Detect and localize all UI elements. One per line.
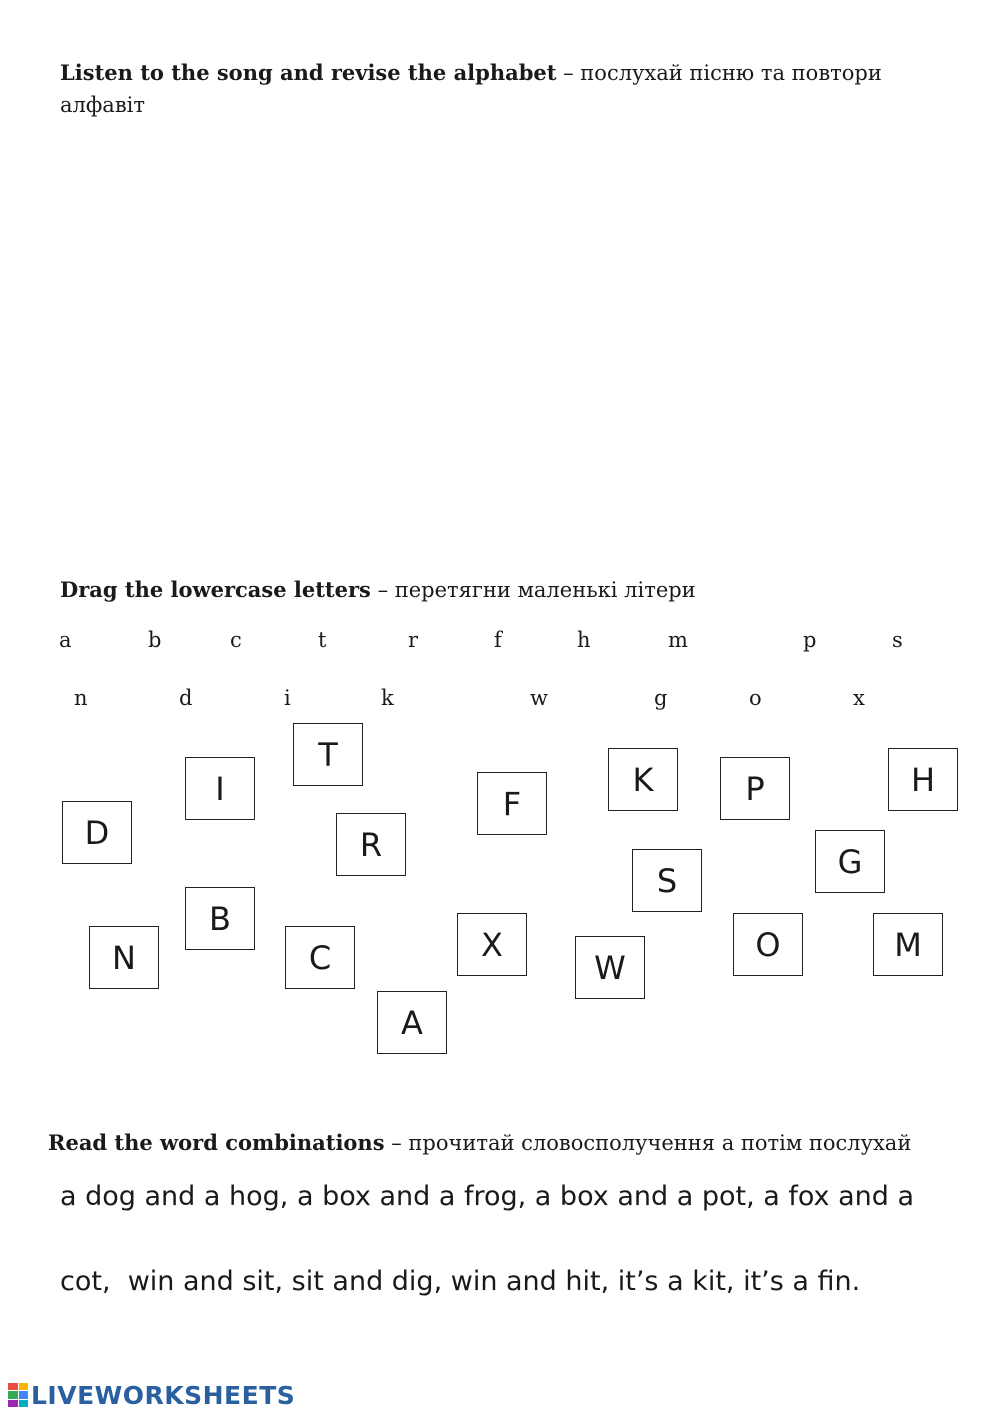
lowercase-letter[interactable]: b bbox=[148, 628, 162, 652]
lowercase-letter[interactable]: k bbox=[381, 686, 394, 710]
lowercase-letter[interactable]: x bbox=[853, 686, 865, 710]
uppercase-drop-box[interactable]: A bbox=[377, 991, 447, 1054]
uppercase-drop-box[interactable]: M bbox=[873, 913, 943, 976]
instruction-drag bbox=[60, 574, 960, 606]
reading-line-2: cot, win and sit, sit and dig, win and hit, it’s a kit, it’s a fin. bbox=[60, 1266, 861, 1297]
instruction-drag-bold: Drag the lowercase letters bbox=[60, 577, 371, 602]
uppercase-drop-box[interactable]: D bbox=[62, 801, 132, 864]
instruction-read-rest: – прочитай словосполучення а потім послухай bbox=[384, 1131, 912, 1155]
footer-brand-text: LIVEWORKSHEETS bbox=[31, 1380, 296, 1410]
uppercase-drop-box[interactable]: P bbox=[720, 757, 790, 820]
lowercase-letter[interactable]: m bbox=[668, 628, 688, 652]
uppercase-drop-box[interactable]: C bbox=[285, 926, 355, 989]
liveworksheets-logo-icon bbox=[8, 1383, 28, 1407]
uppercase-drop-box[interactable]: X bbox=[457, 913, 527, 976]
lowercase-letter[interactable]: s bbox=[892, 628, 903, 652]
uppercase-drop-box[interactable]: W bbox=[575, 936, 645, 999]
lowercase-letter[interactable]: o bbox=[749, 686, 762, 710]
instruction-read-bold: Read the word combinations bbox=[48, 1130, 385, 1155]
reading-line-1: a dog and a hog, a box and a frog, a box and a pot, a fox and a bbox=[60, 1181, 915, 1212]
footer-brand[interactable] bbox=[8, 1381, 295, 1409]
uppercase-drop-box[interactable]: K bbox=[608, 748, 678, 811]
uppercase-drop-box[interactable]: O bbox=[733, 913, 803, 976]
uppercase-drop-box[interactable]: G bbox=[815, 830, 885, 893]
uppercase-drop-box[interactable]: N bbox=[89, 926, 159, 989]
uppercase-drop-box[interactable]: I bbox=[185, 757, 255, 820]
uppercase-drop-box[interactable]: S bbox=[632, 849, 702, 912]
instruction-listen bbox=[60, 57, 960, 121]
lowercase-letter[interactable]: h bbox=[577, 628, 591, 652]
lowercase-letter[interactable]: g bbox=[654, 686, 668, 710]
lowercase-letter[interactable]: w bbox=[530, 686, 548, 710]
lowercase-letter[interactable]: i bbox=[284, 686, 291, 710]
lowercase-letter[interactable]: f bbox=[494, 628, 502, 652]
lowercase-letter[interactable]: t bbox=[318, 628, 327, 652]
lowercase-letter[interactable]: r bbox=[408, 628, 419, 652]
uppercase-drop-box[interactable]: F bbox=[477, 772, 547, 835]
uppercase-drop-box[interactable]: R bbox=[336, 813, 406, 876]
uppercase-drop-box[interactable]: B bbox=[185, 887, 255, 950]
lowercase-letter[interactable]: d bbox=[179, 686, 193, 710]
instruction-listen-rest: – послухай пісню та повтори алфавіт bbox=[60, 61, 882, 117]
uppercase-drop-box[interactable]: T bbox=[293, 723, 363, 786]
lowercase-letter[interactable]: p bbox=[803, 628, 817, 652]
uppercase-drop-box[interactable]: H bbox=[888, 748, 958, 811]
lowercase-letter[interactable]: c bbox=[230, 628, 242, 652]
instruction-read bbox=[48, 1127, 988, 1159]
lowercase-letter[interactable]: n bbox=[74, 686, 88, 710]
instruction-drag-rest: – перетягни маленькі літери bbox=[370, 578, 696, 602]
lowercase-letter[interactable]: a bbox=[59, 628, 72, 652]
instruction-listen-bold: Listen to the song and revise the alphabet bbox=[60, 60, 557, 85]
